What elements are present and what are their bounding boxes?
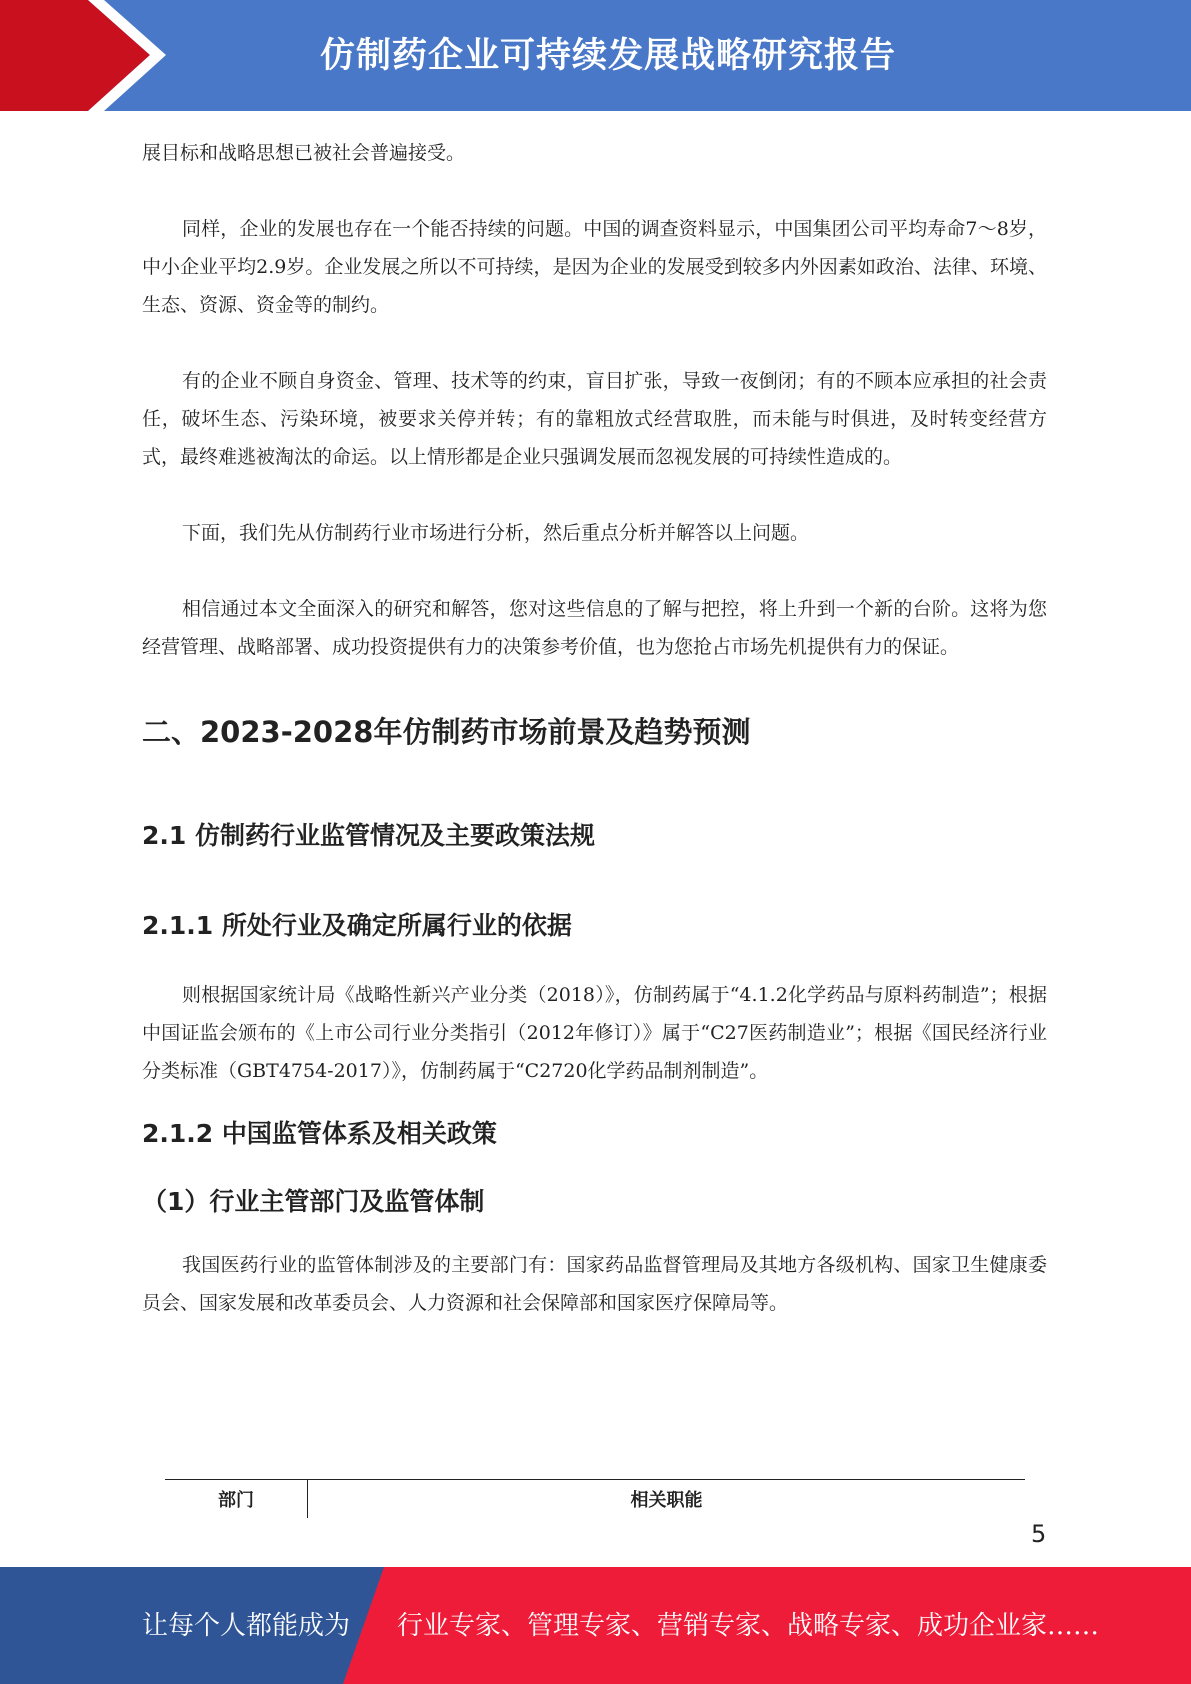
paragraph-4: 下面，我们先从仿制药行业市场进行分析，然后重点分析并解答以上问题。 xyxy=(182,522,810,544)
page-number: 5 xyxy=(1031,1520,1047,1548)
paragraph-7: 我国医药行业的监管体制涉及的主要部门有：国家药品监督管理局及其地方各级机构、国家卫生健康委员会、国家发展和改革委员会、人力资源和社会保障部和国家医疗保障局等。 xyxy=(142,1254,1047,1314)
footer-slogan-right: 行业专家、管理专家、营销专家、战略专家、成功企业家…… xyxy=(397,1611,1100,1641)
report-title: 仿制药企业可持续发展战略研究报告 xyxy=(320,36,897,76)
department-table xyxy=(165,1479,1025,1518)
paragraph-3: 有的企业不顾自身资金、管理、技术等的约束，盲目扩张，导致一夜倒闭；有的不顾本应承担的社会责任，破坏生态、污染环境，被要求关停并转；有的靠粗放式经营取胜，而未能与时俱进，及时转变经营方式，最终难逃被淘汰的命运。以上情形都是企业只强调发展而忽视发展的可持续性造成的。 xyxy=(142,370,1047,468)
page-footer xyxy=(0,1567,1191,1684)
paragraph-6: 则根据国家统计局《战略性新兴产业分类（2018）》，仿制药属于“4.1.2化学药品与原料药制造”；根据中国证监会颁布的《上市公司行业分类指引（2012年修订）》属于“C27医药制造业”；根据《国民经济行业分类标准（GBT4754-2017）》，仿制药属于“C2720化学药品制剂制造”。 xyxy=(142,984,1047,1082)
paragraph-2: 同样，企业的发展也存在一个能否持续的问题。中国的调查资料显示，中国集团公司平均寿命7～8岁，中小企业平均2.9岁。企业发展之所以不可持续，是因为企业的发展受到较多内外因素如政治、法律、环境、生态、资源、资金等的制约。 xyxy=(142,218,1047,316)
footer-slogan-left: 让每个人都能成为 xyxy=(142,1611,351,1641)
chapter-heading: 二、2023-2028年仿制药市场前景及趋势预测 xyxy=(142,715,751,749)
section-heading-2-1: 2.1 仿制药行业监管情况及主要政策法规 xyxy=(142,821,595,850)
paragraph-1: 展目标和战略思想已被社会普遍接受。 xyxy=(142,142,466,164)
page-header xyxy=(0,0,1191,111)
table-header-department: 部门 xyxy=(165,1480,308,1518)
subsection-heading-1: （1）行业主管部门及监管体制 xyxy=(142,1187,485,1216)
document-body xyxy=(142,134,1047,1322)
table-header-functions: 相关职能 xyxy=(630,1490,703,1511)
section-heading-2-1-2: 2.1.2 中国监管体系及相关政策 xyxy=(142,1119,497,1148)
table-header-row xyxy=(165,1480,1025,1518)
paragraph-5: 相信通过本文全面深入的研究和解答，您对这些信息的了解与把控，将上升到一个新的台阶。这将为您经营管理、战略部署、成功投资提供有力的决策参考价值，也为您抢占市场先机提供有力的保证。 xyxy=(142,598,1047,658)
section-heading-2-1-1: 2.1.1 所处行业及确定所属行业的依据 xyxy=(142,911,572,940)
